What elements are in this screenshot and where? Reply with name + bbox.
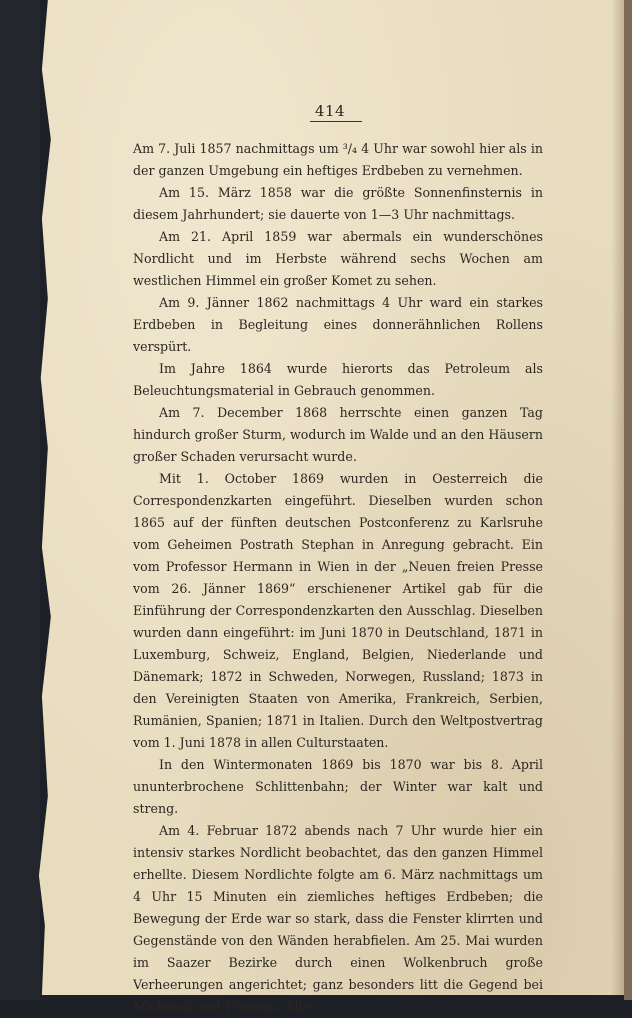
paragraph-1862-erdbeben: Am 9. Jänner 1862 nachmittags 4 Uhr ward ein starkes Erdbeben in Begleitung eines donnerähnlichen Rollens verspürt. — [133, 295, 543, 354]
paragraph-1868-sturm: Am 7. December 1868 herrschte einen ganzen Tag hindurch großer Sturm, wodurch im Walde und an den Häusern großer Schaden verursacht wurde. — [133, 405, 543, 464]
paragraph-1869-winter: In den Wintermonaten 1869 bis 1870 war bis 8. April ununterbrochene Schlittenbahn; der Winter war kalt und streng. — [133, 757, 543, 816]
paragraph-1869-correspondenzkarten: Mit 1. October 1869 wurden in Oesterreich die Correspondenzkarten eingeführt. Dieselben wurden schon 1865 auf der fünften deutschen Postconferenz zu Karlsruhe vom Geheimen Postrath Stephan in Anregung gebracht. Ein vom Professor Hermann in Wien in der „Neuen freien Presse vom 26. Jänner 1869“ erschienener Artikel gab für die Einführung der Correspondenzkarten den Ausschlag. Dieselben wurden dann eingeführt: im Juni 1870 in Deutschland, 1871 in Luxemburg, Schweiz, England, Belgien, Niederlande und Dänemark; 1872 in Schweden, Norwegen, Russland; 1873 in den Vereinigten Staaten von Amerika, Frankreich, Serbien, Rumänien, Spanien; 1871 in Italien. Durch den Weltpostvertrag vom 1. Juni 1878 in allen Culturstaaten. — [133, 471, 543, 750]
page-number-rule — [310, 121, 362, 122]
paragraph-1859-nordlicht: Am 21. April 1859 war abermals ein wunderschönes Nordlicht und im Herbste während sechs Wochen am westlichen Himmel ein großer Komet zu sehen. — [133, 229, 543, 288]
paragraph-1872-nordlicht: Am 4. Februar 1872 abends nach 7 Uhr wurde hier ein intensiv starkes Nordlicht beobachtet, das den ganzen Himmel erhellte. Diesem Nordlichte folgte am 6. März nachmittags um 4 Uhr 15 Minuten ein ziemliches heftiges Erdbeben; die Bewegung der Erde war so stark, dass die Fenster klirrten und Gegenstände von den Wänden herabfielen. Am 25. Mai wurden im Saazer Bezirke durch einen Wolkenbruch große Verheerungen angerichtet; ganz besonders litt die Gegend bei Michelob und Trnovan. Alle — [133, 823, 543, 1014]
page-body-text — [133, 138, 543, 1018]
scan-background-left — [0, 0, 40, 1000]
paragraph-1864-petroleum: Im Jahre 1864 wurde hierorts das Petroleum als Beleuchtungsmaterial in Gebrauch genommen. — [133, 361, 543, 398]
page-number: 414 — [314, 102, 346, 120]
page-right-edge — [624, 0, 632, 1000]
paragraph-1858-sonnenfinsternis: Am 15. März 1858 war die größte Sonnenfinsternis in diesem Jahrhundert; sie dauerte von 1—3 Uhr nachmittags. — [133, 185, 543, 222]
paragraph-1857-erdbeben: Am 7. Juli 1857 nachmittags um ³/₄ 4 Uhr war sowohl hier als in der ganzen Umgebung ein heftiges Erdbeben zu vernehmen. — [133, 141, 543, 178]
